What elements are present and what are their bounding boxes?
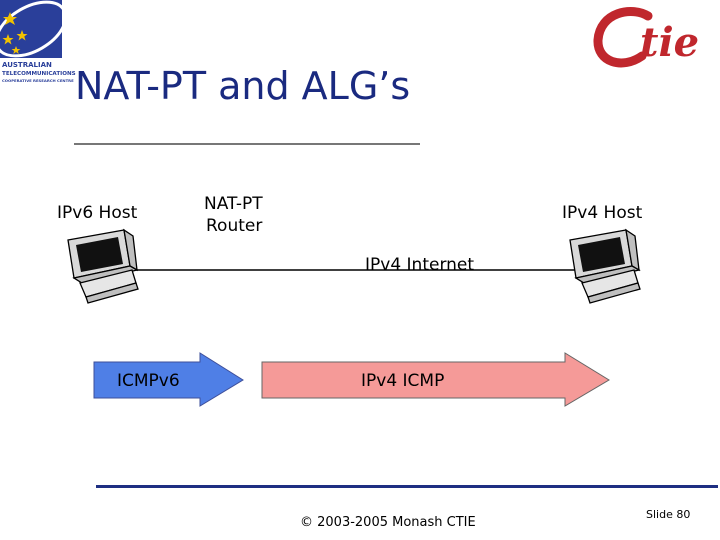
atcrc-logo-text-3: COOPERATIVE RESEARCH CENTRE [2, 78, 74, 83]
copyright-text: © 2003-2005 Monash CTIE [300, 515, 476, 530]
ipv4-internet-label: IPv4 Internet [365, 255, 475, 275]
natpt-router-label-line1: NAT-PT [204, 194, 263, 214]
ipv6-computer-icon [68, 230, 138, 303]
icmpv6-arrow-label: ICMPv6 [117, 371, 180, 391]
ipv6-host-label: IPv6 Host [57, 203, 138, 223]
ctie-logo-text: tie [640, 19, 700, 66]
slide-number: Slide 80 [646, 508, 691, 521]
ipv4-computer-icon [570, 230, 640, 303]
ipv4-icmp-arrow-label: IPv4 ICMP [361, 371, 445, 391]
footer-divider [96, 485, 718, 488]
natpt-router-label-line2: Router [206, 216, 263, 236]
atcrc-logo-text-2: TELECOMMUNICATIONS [2, 71, 76, 77]
ipv4-host-label: IPv4 Host [562, 203, 643, 223]
atcrc-logo-text-1: AUSTRALIAN [2, 61, 52, 69]
page-title: NAT-PT and ALG’s [75, 64, 411, 108]
